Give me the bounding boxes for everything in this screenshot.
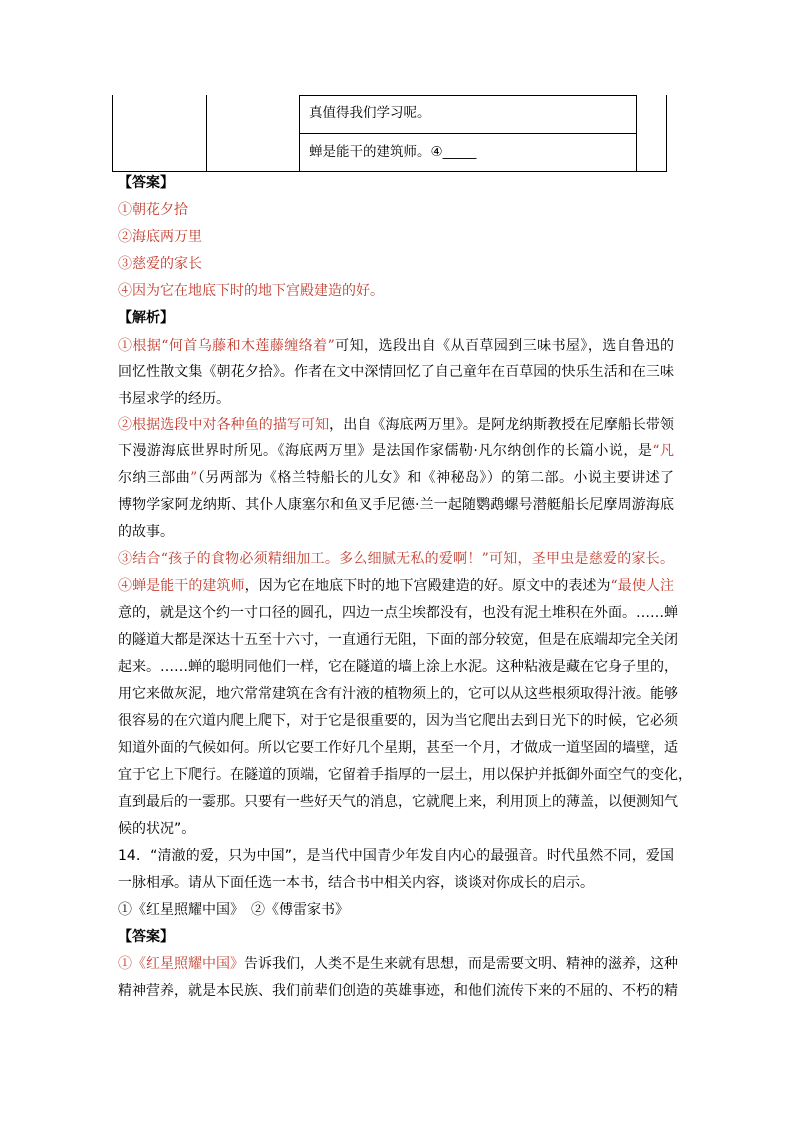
analysis-line: ④蝉是能干的建筑师，因为它在地底下时的地下宫殿建造的好。原文中的表述为“最使人注	[118, 578, 674, 594]
table-cell-row1: 真值得我们学习呢。	[309, 105, 431, 121]
analysis-line: 意的，就是这个约一寸口径的圆孔，四边一点尘埃都没有，也没有泥土堆积在外面。……蝉	[118, 605, 678, 621]
analysis-line: 直到最后的一霎那。只要有一些好天气的消息，它就爬上来，利用顶上的薄盖，以便测知气	[118, 794, 678, 810]
table-fragment	[112, 95, 667, 172]
analysis-line: 很容易的在穴道内爬上爬下，对于它是很重要的，因为当它爬出去到日光下的时候，它必须	[118, 713, 678, 729]
analysis-line: 尔纳三部曲”（另两部为《格兰特船长的儿女》和《神秘岛》）的第二部。小说主要讲述了	[118, 470, 675, 486]
question-14-line: 一脉相承。请从下面任选一本书，结合书中相关内容，谈谈对你成长的启示。	[118, 875, 594, 891]
table-border-col2	[206, 95, 207, 172]
analysis-line: 候的状况”。	[118, 821, 196, 837]
analysis-heading: 【解析】	[118, 310, 174, 326]
analysis-line: 博物学家阿龙纳斯、其仆人康塞尔和鱼叉手尼德·兰一起随鹦鹉螺号潜艇船长尼摩周游海底	[118, 497, 674, 513]
analysis-line: 回忆性散文集《朝花夕拾》。作者在文中深情回忆了自己童年在百草园的快乐生活和在三味	[118, 364, 674, 380]
table-inner-divider	[299, 133, 637, 134]
analysis-line: 起来。……蝉的聪明同他们一样，它在隧道的墙上涂上水泥。这种粘液是藏在它身子里的，	[118, 659, 678, 675]
analysis-line: 用它来做灰泥，地穴常常建筑在含有汁液的植物须上的，它可以从这些根须取得汁液。能够	[118, 686, 678, 702]
answer-2-line: 精神营养，就是本民族、我们前辈们创造的英雄事迹，和他们流传下来的不屈的、不朽的精	[118, 983, 678, 999]
answer-2-line: ①《红星照耀中国》告诉我们，人类不是生来就有思想，而是需要文明、精神的滋养，这种	[118, 956, 678, 972]
question-14-line: 14．“清澈的爱，只为中国”，是当代中国青少年发自内心的最强音。时代虽然不同，爱国	[118, 848, 674, 864]
analysis-line: ①根据“何首乌藤和木莲藤缠络着”可知，选段出自《从百草园到三味书屋》，选自鲁迅的	[118, 338, 674, 354]
analysis-line: 的隧道大都是深达十五至十六寸，一直通行无阻，下面的部分较宽，但是在底端却完全关闭	[118, 632, 678, 648]
answer-heading-2: 【答案】	[118, 929, 174, 945]
table-border-right	[666, 95, 667, 172]
analysis-line: ②根据选段中对各种鱼的描写可知，出自《海底两万里》。是阿龙纳斯教授在尼摩船长带领	[118, 417, 675, 433]
answer-item-3: ③慈爱的家长	[118, 256, 202, 272]
answer-item-4: ④因为它在地底下时的地下宫殿建造的好。	[118, 283, 384, 299]
analysis-line: 宜于它上下爬行。在隧道的顶端，它留着手指厚的一层土，用以保护并抵御外面空气的变化，	[118, 767, 692, 783]
table-border-bottom	[112, 171, 667, 172]
analysis-line: ③结合“孩子的食物必须精细加工。多么细腻无私的爱啊！”可知，圣甲虫是慈爱的家长。	[118, 551, 674, 567]
table-cell-row2: 蝉是能干的建筑师。④_____	[309, 144, 477, 160]
analysis-line: 的故事。	[118, 524, 174, 540]
answer-heading: 【答案】	[118, 175, 174, 191]
answer-item-2: ②海底两万里	[118, 229, 202, 245]
answer-item-1: ①朝花夕拾	[118, 202, 188, 218]
analysis-line: 知道外面的气候如何。所以它要工作好几个星期，甚至一个月，才做成一道坚固的墙壁，适	[118, 740, 678, 756]
table-border-left	[112, 95, 113, 172]
analysis-line: 下漫游海底世界时所见。《海底两万里》是法国作家儒勒·凡尔纳创作的长篇小说，是“凡	[118, 443, 674, 459]
question-14-options: ①《红星照耀中国》 ②《傅雷家书》	[118, 902, 349, 918]
table-inner-top	[299, 95, 637, 96]
analysis-line: 书屋求学的经历。	[118, 391, 230, 407]
